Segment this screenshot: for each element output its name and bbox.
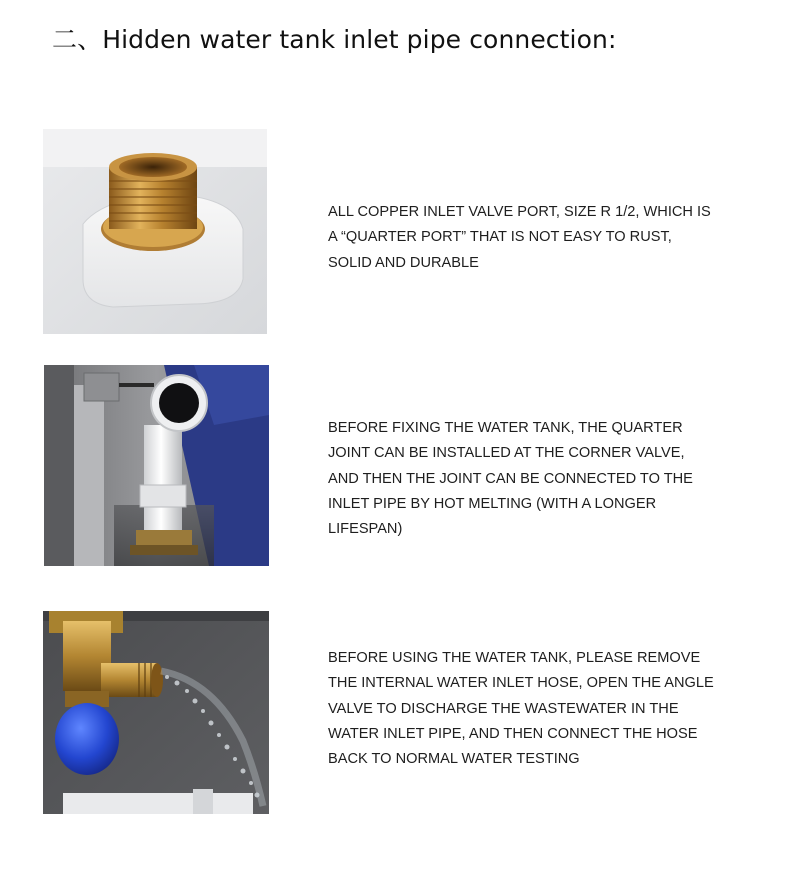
copper-inlet-valve-port-photo — [43, 129, 267, 334]
angle-valve-discharge-photo — [43, 611, 269, 814]
section-description: BEFORE USING THE WATER TANK, PLEASE REMOVE THE INTERNAL WATER INLET HOSE, OPEN THE ANGLE VALVE TO DISCHARGE THE WASTEWATER IN THE WATER INLET PIPE, AND THEN CONNECT THE HOSE BACK TO NORMAL WATER TESTING — [328, 650, 714, 768]
page-heading: 二、Hidden water tank inlet pipe connection: — [52, 25, 617, 54]
section-description: BEFORE FIXING THE WATER TANK, THE QUARTER JOINT CAN BE INSTALLED AT THE CORNER VALVE, AND THEN THE JOINT CAN BE CONNECTED TO THE INLET PIPE BY HOT MELTING (WITH A LONGER LIFESPAN) — [328, 420, 693, 538]
quarter-joint-elbow-photo — [44, 365, 269, 566]
section-description: ALL COPPER INLET VALVE PORT, SIZE R 1/2, WHICH IS A “QUARTER PORT” THAT IS NOT EASY TO RUST, SOLID AND DURABLE — [328, 204, 711, 271]
